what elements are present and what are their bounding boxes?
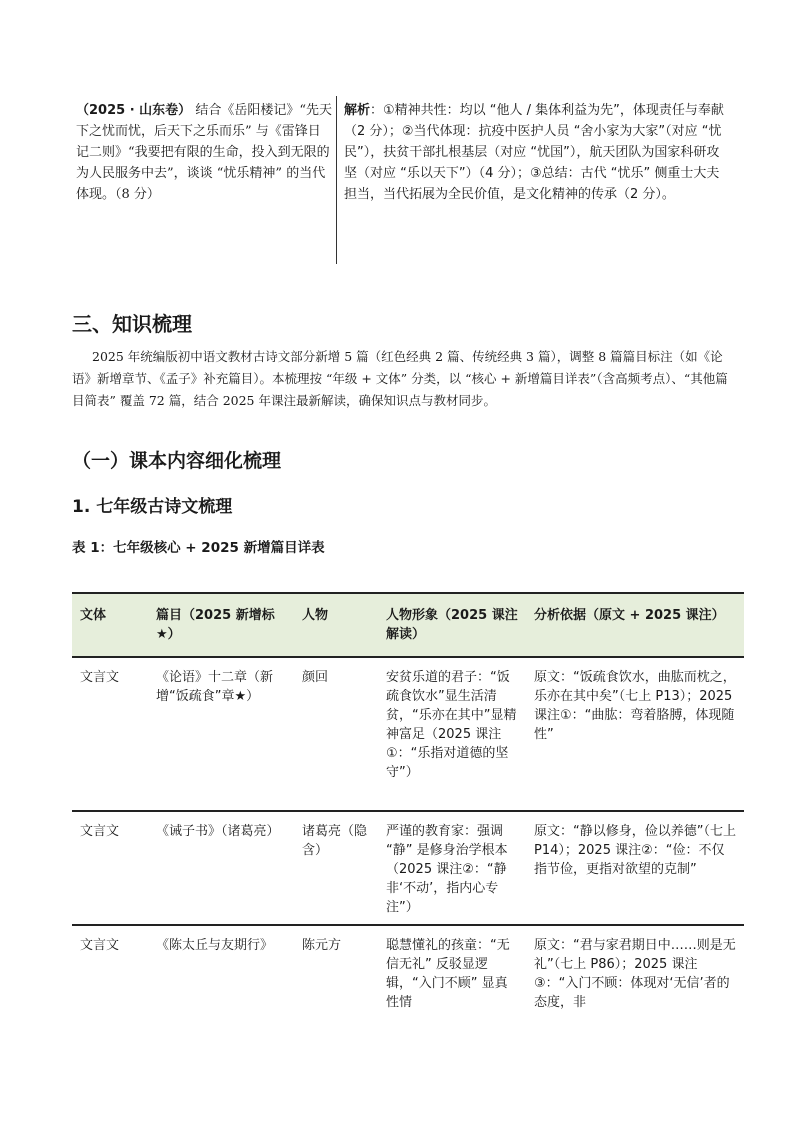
subsection-title: （一）课本内容细化梳理 [72, 450, 282, 472]
table-row [72, 811, 744, 925]
table-row [72, 657, 744, 811]
cell-basis: 原文：“君与家君期日中……则是无礼”（七上 P86）；2025 课注③：“入门不顾：体现对‘无信’者的态度，非 [534, 938, 736, 1010]
header-image: 人物形象（2025 课注解读） [378, 593, 526, 657]
cell-genre: 文言文 [80, 938, 120, 953]
cell-image: 安贫乐道的君子：“饭疏食饮水”显生活清贫，“乐亦在其中”显精神富足（2025 课注①：“乐指对道德的坚守”） [378, 657, 526, 811]
cell-character: 陈元方 [302, 938, 342, 953]
table-header-row [72, 593, 744, 657]
question-text: 结合《岳阳楼记》“先天下之忧而忧，后天下之乐而乐” 与《雷锋日记二则》“我要把有限的生命，投入到无限的为人民服务中去”，谈谈 “忧乐精神” 的当代体现。（8 分） [76, 103, 332, 202]
question-source: （2025 · 山东卷） [76, 103, 192, 118]
cell-image: 严谨的教育家：强调 “静” 是修身治学根本（2025 课注②：“静非‘不动’，指内心专注”） [378, 811, 526, 925]
cell-basis: 原文：“静以修身，俭以养德”（七上 P14）；2025 课注②：“俭：不仅指节俭，更指对欲望的克制” [526, 811, 744, 925]
answer-cell [344, 100, 728, 205]
cell-character: 诸葛亮（隐含） [294, 811, 378, 925]
cell-title: 《论语》十二章（新增“饭疏食”章★） [148, 657, 294, 811]
cell-genre: 文言文 [72, 657, 148, 811]
question-cell [76, 100, 332, 205]
header-genre: 文体 [72, 593, 148, 657]
section-title: 三、知识梳理 [72, 312, 192, 336]
exam-question-block [72, 96, 732, 264]
cell-genre: 文言文 [72, 811, 148, 925]
cell-title: 《诫子书》（诸葛亮） [148, 811, 294, 925]
header-title: 篇目（2025 新增标★） [148, 593, 294, 657]
intro-paragraph: 2025 年统编版初中语文教材古诗文部分新增 5 篇（红色经典 2 篇、传统经典 3 篇），调整 8 篇篇目标注（如《论语》新增章节、《孟子》补充篇目）。本梳理按 “年级 + 文体” 分类，以 “核心 + 新增篇目详表”（含高频考点）、“其他篇目简表” 覆盖 72 篇，结合 2025 年课注最新解读，确保知识点与教材同步。 [72, 349, 728, 408]
header-character: 人物 [294, 593, 378, 657]
cell-basis: 原文：“饭疏食饮水，曲肱而枕之，乐亦在其中矣”（七上 P13）；2025 课注①：“曲肱：弯着胳膊，体现随性” [526, 657, 744, 811]
grade-heading: 1. 七年级古诗文梳理 [72, 497, 233, 517]
header-basis: 分析依据（原文 + 2025 课注） [526, 593, 744, 657]
table-row [72, 925, 744, 1025]
cell-character: 颜回 [294, 657, 378, 811]
answer-text: ：①精神共性：均以 “他人 / 集体利益为先”，体现责任与奉献（2 分）；②当代体现：抗疫中医护人员 “舍小家为大家”（对应 “忧民”），扶贫干部扎根基层（对应 “忧国”），航天团队为国家科研攻坚（对应 “乐以天下”）（4 分）；③总结：古代 “忧乐” 侧重士大夫担当，当代拓展为全民价值，是文化精神的传承（2 分）。 [344, 103, 724, 202]
poem-table [72, 592, 744, 1025]
column-divider [336, 96, 337, 264]
answer-label: 解析 [344, 103, 371, 118]
table-caption: 表 1：七年级核心 + 2025 新增篇目详表 [72, 540, 325, 556]
cell-image: 聪慧懂礼的孩童：“无信无礼” 反驳显逻辑，“入门不顾” 显真性情 [386, 938, 510, 1010]
cell-title: 《陈太丘与友期行》 [156, 938, 274, 953]
